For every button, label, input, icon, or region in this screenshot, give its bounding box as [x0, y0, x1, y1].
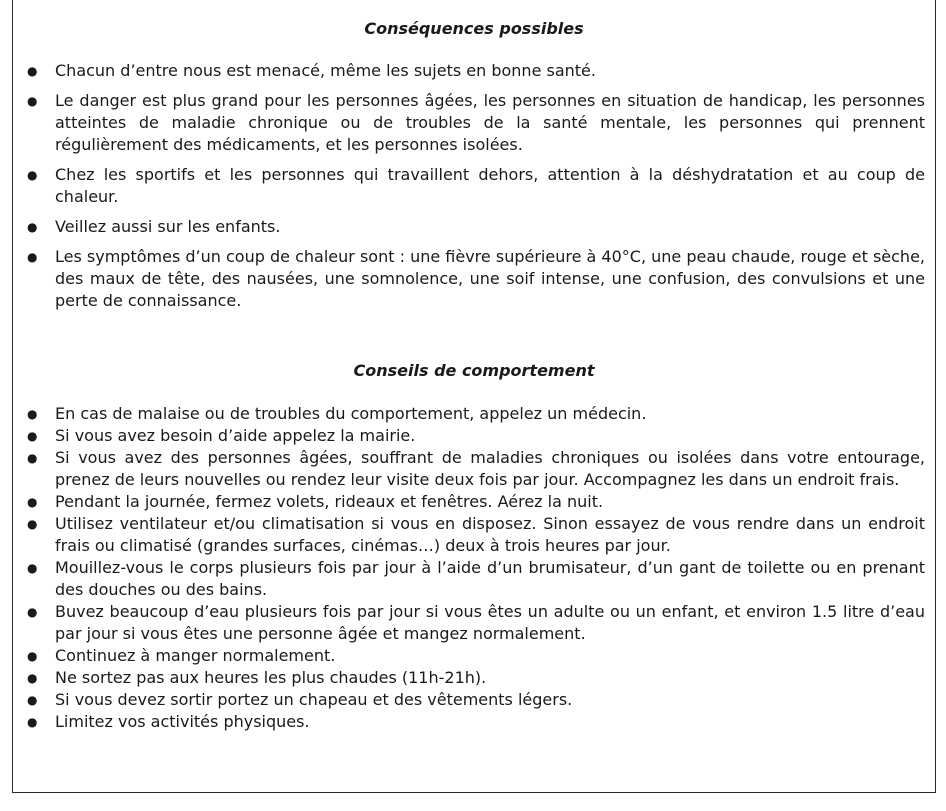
list-item — [13, 216, 935, 238]
bullet-icon: ● — [27, 693, 38, 707]
bullet-icon: ● — [27, 495, 38, 509]
list-item — [13, 60, 935, 82]
list-item-text: Mouillez-vous le corps plusieurs fois par jour à l’aide d’un brumisateur, d’un gant de toilette ou en prenant des douches ou des bains. — [55, 558, 925, 599]
bullet-icon: ● — [27, 715, 38, 729]
list-item-text: Pendant la journée, fermez volets, rideaux et fenêtres. Aérez la nuit. — [55, 492, 604, 511]
bullet-icon: ● — [27, 250, 38, 264]
document-frame — [12, 0, 936, 793]
list-item — [13, 246, 935, 312]
bullet-icon: ● — [27, 605, 38, 619]
list-item-text: Utilisez ventilateur et/ou climatisation si vous en disposez. Sinon essayez de vous rendre dans un endroit frais ou climatisé (grandes surfaces, cinémas…) deux à trois heures par jour. — [55, 514, 925, 555]
bullet-icon: ● — [27, 220, 38, 234]
list-item-text: Continuez à manger normalement. — [55, 646, 336, 665]
list-item-text: Limitez vos activités physiques. — [55, 712, 310, 731]
bullet-icon: ● — [27, 561, 38, 575]
bullet-icon: ● — [27, 168, 38, 182]
list-item-text: Si vous avez des personnes âgées, souffrant de maladies chroniques ou isolées dans votre entourage, prenez de leurs nouvelles ou rendez leur visite deux fois par jour. Accompagnez les dans un endroit frais. — [55, 448, 925, 489]
list-item-text: Ne sortez pas aux heures les plus chaudes (11h-21h). — [55, 668, 487, 687]
advice-list — [13, 403, 935, 733]
bullet-icon: ● — [27, 64, 38, 78]
list-item-text: Buvez beaucoup d’eau plusieurs fois par jour si vous êtes un adulte ou un enfant, et environ 1.5 litre d’eau par jour si vous êtes une personne âgée et mangez normalement. — [55, 602, 925, 643]
list-item — [13, 711, 935, 733]
list-item — [13, 645, 935, 667]
bullet-icon: ● — [27, 517, 38, 531]
list-item — [13, 447, 935, 491]
bullet-icon: ● — [27, 407, 38, 421]
list-item — [13, 689, 935, 711]
list-item-text: Les symptômes d’un coup de chaleur sont : une fièvre supérieure à 40°C, une peau chaude, rouge et sèche, des maux de tête, des nausées, une somnolence, une soif intense, une confusion, des convulsions et une perte de connaissance. — [55, 247, 925, 310]
bullet-icon: ● — [27, 671, 38, 685]
list-item — [13, 667, 935, 689]
list-item-text: Si vous devez sortir portez un chapeau et des vêtements légers. — [55, 690, 573, 709]
bullet-icon: ● — [27, 429, 38, 443]
list-item — [13, 90, 935, 156]
bullet-icon: ● — [27, 94, 38, 108]
bullet-icon: ● — [27, 649, 38, 663]
list-item-text: Chez les sportifs et les personnes qui travaillent dehors, attention à la déshydratation et au coup de chaleur. — [55, 165, 925, 206]
list-item — [13, 425, 935, 447]
list-item — [13, 513, 935, 557]
list-item-text: Chacun d’entre nous est menacé, même les sujets en bonne santé. — [55, 61, 596, 80]
list-item-text: Veillez aussi sur les enfants. — [55, 217, 281, 236]
list-item-text: Le danger est plus grand pour les personnes âgées, les personnes en situation de handicap, les personnes atteintes de maladie chronique ou de troubles de la santé mentale, les personnes qui prennent régulièrement des médicaments, et les personnes isolées. — [55, 91, 925, 154]
list-item — [13, 164, 935, 208]
bullet-icon: ● — [27, 451, 38, 465]
section-title-consequences: Conséquences possibles — [364, 19, 584, 38]
list-item — [13, 491, 935, 513]
list-item — [13, 403, 935, 425]
list-item — [13, 601, 935, 645]
consequences-list — [13, 60, 935, 320]
list-item-text: Si vous avez besoin d’aide appelez la mairie. — [55, 426, 416, 445]
list-item-text: En cas de malaise ou de troubles du comportement, appelez un médecin. — [55, 404, 647, 423]
section-title-advice: Conseils de comportement — [353, 361, 595, 380]
list-item — [13, 557, 935, 601]
